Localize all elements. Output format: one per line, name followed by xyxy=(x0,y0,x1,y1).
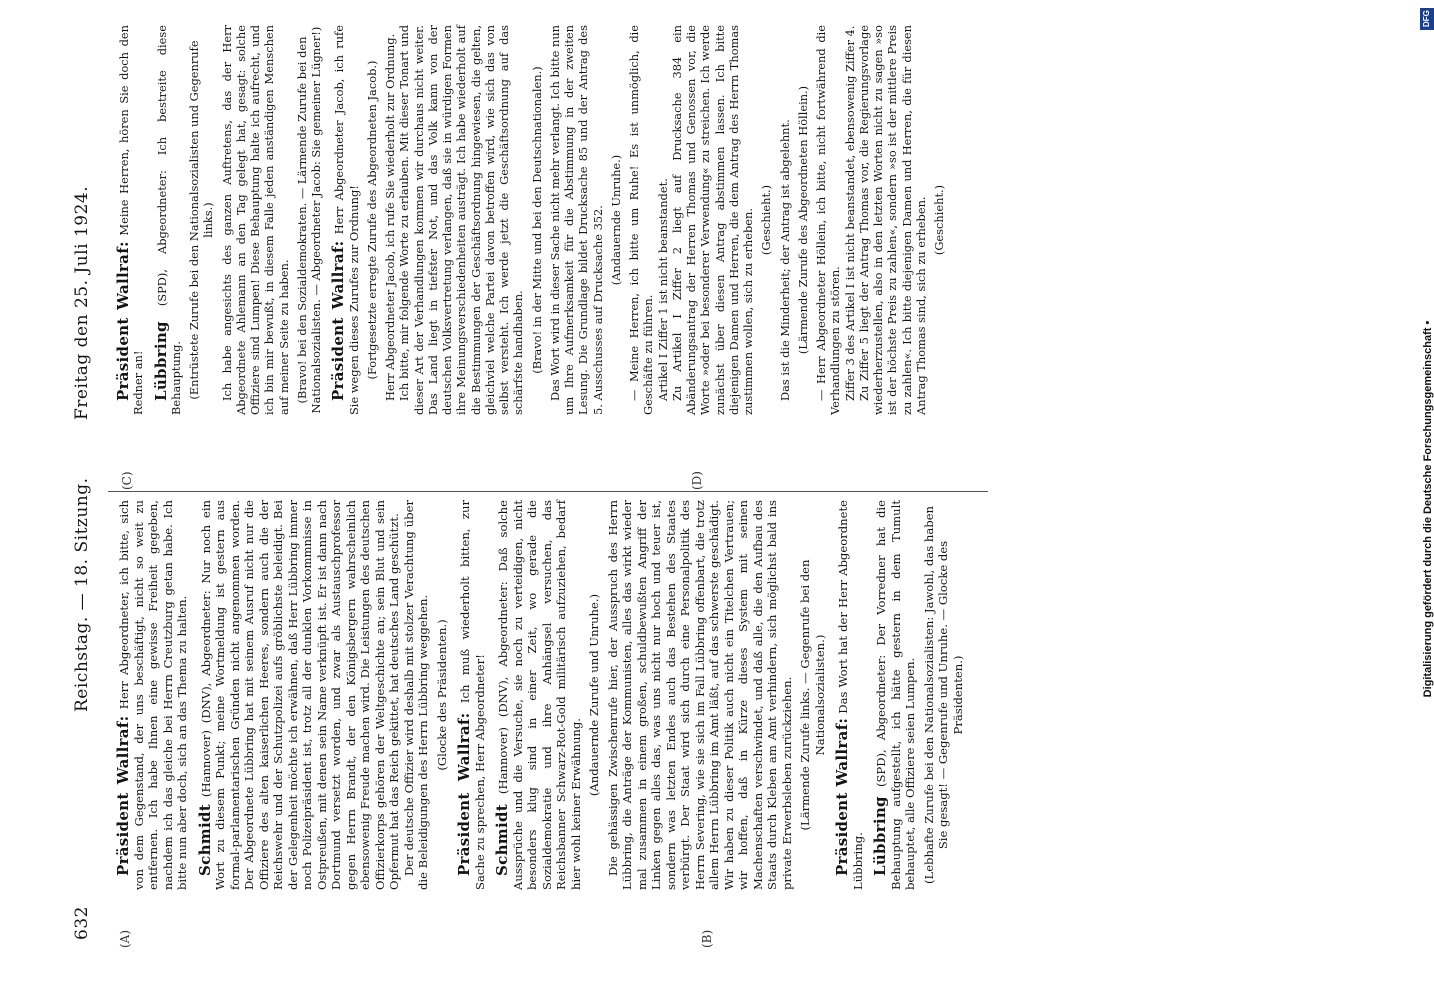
speaker-name: Schmidt xyxy=(195,804,214,876)
stage-direction: (Glocke des Präsidenten.) xyxy=(434,619,449,771)
speech-paragraph xyxy=(220,25,291,415)
speaker-name: Schmidt xyxy=(493,804,511,876)
speech-text: (SPD), Abgeordneter: Ich bestreite diese Behauptung. xyxy=(154,25,183,415)
speech-paragraph xyxy=(331,25,361,415)
stage-direction: (Andauernde Zurufe und Unruhe.) xyxy=(587,593,601,797)
dfg-logo: DFG xyxy=(1420,8,1434,30)
speech-text: Meine Herren, hören Sie doch den Redner an! xyxy=(117,25,146,415)
speech-text: Herr Abgeordneter Jacob, ich rufe Sie wegen dieses Zurufes zur Ordnung! xyxy=(332,25,361,415)
speech-paragraph xyxy=(397,25,525,415)
stage-direction: (Bravo! bei den Sozialdemokraten. — Lärmende Zurufe bei den Nationalsozialisten. — Abgeordneter Jacob: Sie gemeiner Lügner!) xyxy=(294,26,323,414)
speech-text: (Hannover) (DNV), Abgeordneter: Daß solche Aussprüche und die Versuche, sie noch zu verteidigen, nicht besonders klug sind in einer Zeit, wo gerade die Sozialdemokratie und ihre Anhängsel versuchen, das Reichsbanner Schwarz-Rot-Gold militärisch aufzuziehen, bedarf hier wohl keiner Erwähnung. xyxy=(496,500,583,890)
speech-paragraph xyxy=(835,500,865,890)
stage-direction: (Bravo! in der Mitte und bei den Deutschnationalen.) xyxy=(529,66,544,374)
speech-paragraph xyxy=(151,25,184,415)
speech-text: Ziffer 3 des Artikel I ist nicht beanstandet, ebensowenig Ziffer 4. xyxy=(842,25,857,401)
speech-text: Zu Ziffer 5 liegt der Antrag Thomas vor, die Regierungsvorlage wiederherzustellen, also in den letzten Worten nicht zu sagen »so ist der höchste Preis zu zahlen«, sondern »so ist der mittlere Preis zu zahlen«. Ich bitte diejenigen Damen und Herren, die für diesen Antrag Thomas sind, sich zu erheben. xyxy=(856,25,928,415)
speech-text: (SPD), Abgeordneter: Der Vorredner hat die Behauptung aufgestellt, ich hätte gestern in dem Tumult behauptet, alle Offiziere seien Lumpen. xyxy=(874,500,917,890)
margin-mark-d: (D) xyxy=(690,471,704,490)
stage-direction: (Lebhafte Zurufe bei den Nationalsozialisten: Jawohl, das haben Sie gesagt! — Gegenrufe und Unruhe. — Glocke des Präsidenten.) xyxy=(921,505,965,885)
speech-paragraph xyxy=(383,25,397,415)
speech-text: Artikel I Ziffer 1 ist nicht beanstandet. xyxy=(655,178,670,401)
speech-text: — Meine Herren, ich bitte um Ruhe! Es ist unmöglich, die Geschäfte zu führen. xyxy=(627,25,656,415)
page-number: 632 xyxy=(72,906,92,940)
speaker-name: Lübbring xyxy=(151,321,170,401)
speech-text: Herr Abgeordneter Jacob, ich rufe Sie wiederholt zur Ordnung. xyxy=(383,33,397,401)
stage-direction: (Andauernde Unruhe.) xyxy=(608,154,623,286)
speech-paragraph xyxy=(402,500,431,890)
page-header xyxy=(72,20,102,980)
left-column xyxy=(108,500,969,890)
speaker-name: Präsident Wallraf: xyxy=(329,240,348,401)
speaker-name: Präsident Wallraf: xyxy=(455,712,473,876)
speech-text: Ich muß wiederholt bitten, zur Sache zu sprechen, Herr Abgeordneter! xyxy=(458,500,487,890)
margin-mark-a: (A) xyxy=(118,929,132,948)
speech-paragraph xyxy=(857,25,928,415)
speech-text: — Herr Abgeordneter Höllein, ich bitte, nicht fortwährend die Verhandlungen zu stören. xyxy=(814,25,843,415)
speech-paragraph xyxy=(670,25,756,415)
speech-paragraph xyxy=(778,25,792,415)
session-title: Reichstag. — 18. Sitzung. xyxy=(72,477,92,712)
speech-text: Zu Artikel I Ziffer 2 liegt auf Drucksache 384 ein Abänderungsantrag der Herren Thomas und Genossen vor, die Worte »oder bei besonderer Verwendung« zu streichen. Ich werde zunächst über diesen Antrag abstimmen lassen. Ich bitte diejenigen Damen und Herren, die dem Antrag des Herrn Thomas zustimmen wollen, sich zu erheben. xyxy=(669,25,755,415)
speech-paragraph xyxy=(873,500,918,890)
speech-paragraph xyxy=(606,500,795,890)
speech-text: Das ist die Minderheit; der Antrag ist abgelehnt. xyxy=(777,119,792,401)
speech-paragraph xyxy=(814,25,843,415)
stage-direction: (Geschieht.) xyxy=(932,184,946,256)
stage-direction: (Geschieht.) xyxy=(759,184,774,256)
speech-paragraph xyxy=(457,500,487,890)
speech-paragraph xyxy=(495,500,583,890)
stage-direction: (Lärmende Zurufe des Abgeordneten Höllein.) xyxy=(795,85,810,355)
speech-text: Die gehässigen Zwischenrufe hier, der Ausspruch des Herrn Lübbring, die Anträge der Kommunisten, alles das wirkt wieder mal zusammen in einem großen, schuldbewußten Angriff der Linken gegen alles das, was uns nicht nur hoch und teuer ist, sondern was letzten Endes auch das Bestehen des Staates verbürgt. Der Staat wird sich durch eine Personalpolitik des Herrn Severing, wie sie sich im Fall Lübbring offenbart, die trotz allem Herrn Lübbring im Amt läßt, auf das schwerste geschädigt. Wir haben zu dieser Politik auch nicht ein Titelchen Vertrauen; wir hoffen, daß in Kürze dieses System mit seinen Machenschaften verschwindet, und daß alle, die den Aufbau des Staats durch Kleben am Amt verhindern, sich möglichst bald ins private Erwerbsleben zurückziehen. xyxy=(605,500,794,890)
speech-paragraph xyxy=(116,500,190,890)
speech-text: (Hannover) (DNV), Abgeordneter: Nur noch ein Wort zu diesem Punkt; meine Wortmeldung ist gestern aus formal-parlamentarischen Gründen nicht angenommen worden. Der Abgeordnete Lübbring hat mit seinem Ausruf nicht nur die Offiziere des alten kaiserlichen Heeres, sondern auch die der Reichswehr und der Schutzpolizei aufs gröblichste beleidigt. Bei der Gelegenheit möchte ich erwähnen, daß Herr Lübbring immer noch Polizeipräsident ist, trotz all der dunklen Vorkommnisse in Ostpreußen, mit denen sein Name verknüpft ist. Er ist dann nach Dortmund versetzt worden, und zwar als Austauschprofessor gegen Herrn Brandt, der den Königsbergern wahrscheinlich ebensowenig Freude machen wird. Die Leistungen des deutschen Offizierkorps gehören der Weltgeschichte an; sein Blut und sein Opfermut hat das Reich gekittet, hat deutsches Land geschützt. xyxy=(198,499,401,890)
speech-paragraph xyxy=(116,25,146,415)
speaker-name: Präsident Wallraf: xyxy=(114,241,132,401)
speech-text: Das Wort wird in dieser Sache nicht mehr verlangt. Ich bitte nun um Ihre Aufmerksamkeit für die Abstimmung in der zweiten Lesung. Die Grundlage bildet Drucksache 85 und der Antrag des 5. Ausschusses auf Drucksache 352. xyxy=(547,25,605,415)
speech-paragraph xyxy=(627,25,656,415)
stage-direction: (Entrüstete Zurufe bei den Nationalsozialisten und Gegenrufe links.) xyxy=(187,40,216,400)
speech-text: Ich bitte, mir folgende Worte zu erlauben. Mit dieser Tonart und dieser Art der Verhandlungen kommen wir durchaus nicht weiter. Das Land liegt in tiefster Not, und das Volk kann von der deutschen Volksvertretung verlangen, daß sie in würdigen Formen ihre Meinungsverschiedenheiten austrägt. Ich habe wiederholt auf die Bestimmungen der Geschäftsordnung hingewiesen, die gelten, gleichviel welche Partei davon betroffen wird, wie sich das von selbst versteht. Ich werde jetzt die Geschäftsordnung auf das schärfste handhaben. xyxy=(397,25,526,415)
speech-paragraph xyxy=(195,499,402,890)
speaker-name: Präsident Wallraf: xyxy=(114,715,132,876)
speech-paragraph xyxy=(656,25,670,415)
session-date: Freitag den 25. Juli 1924. xyxy=(72,185,92,420)
speaker-name: Lübbring xyxy=(871,796,889,876)
speech-text: Ich habe angesichts des ganzen Auftretens, das der Herr Abgeordnete Ahlemann an den Tag gelegt hat, gesagt: solche Offiziere sind Lumpen! Diese Behauptung halte ich aufrecht, und ich bin mir bewußt, in diesem Falle jeden anständigen Menschen auf meiner Seite zu haben. xyxy=(219,25,291,415)
funding-credit: Digitalisierung gefördert durch die Deutsche Forschungsgemeinschaft • xyxy=(1422,320,1434,698)
stage-direction: (Lärmende Zurufe links. — Gegenrufe bei den Nationalsozialisten.) xyxy=(798,559,827,831)
digitization-sidebar xyxy=(1418,8,1434,998)
speech-paragraph xyxy=(548,25,605,415)
right-column xyxy=(108,25,950,415)
stage-direction: (Fortgesetzte erregte Zurufe des Abgeordneten Jacob.) xyxy=(364,60,379,380)
speech-text: Das Wort hat der Herr Abgeordnete Lübbring. xyxy=(836,499,865,890)
margin-mark-c: (C) xyxy=(120,471,134,490)
speech-paragraph xyxy=(843,25,857,415)
column-divider xyxy=(108,491,988,492)
margin-mark-b: (B) xyxy=(700,929,714,948)
speech-text: Der deutsche Offizier wird deshalb mit stolzer Verachtung über die Beleidigungen des Herrn Lübbring weggehen. xyxy=(401,500,430,890)
speaker-name: Präsident Wallraf: xyxy=(833,717,851,876)
speech-text: Herr Abgeordneter, ich bitte, sich von dem Gegenstand, der uns beschäftigt, nicht so weit zu entfernen. Ich habe Ihnen eine gewisse Freiheit gegeben, nachdem ich das gleiche bei Herrn Creutzburg getan habe. Ich bitte nun aber doch, sich an das Thema zu halten. xyxy=(117,500,189,890)
